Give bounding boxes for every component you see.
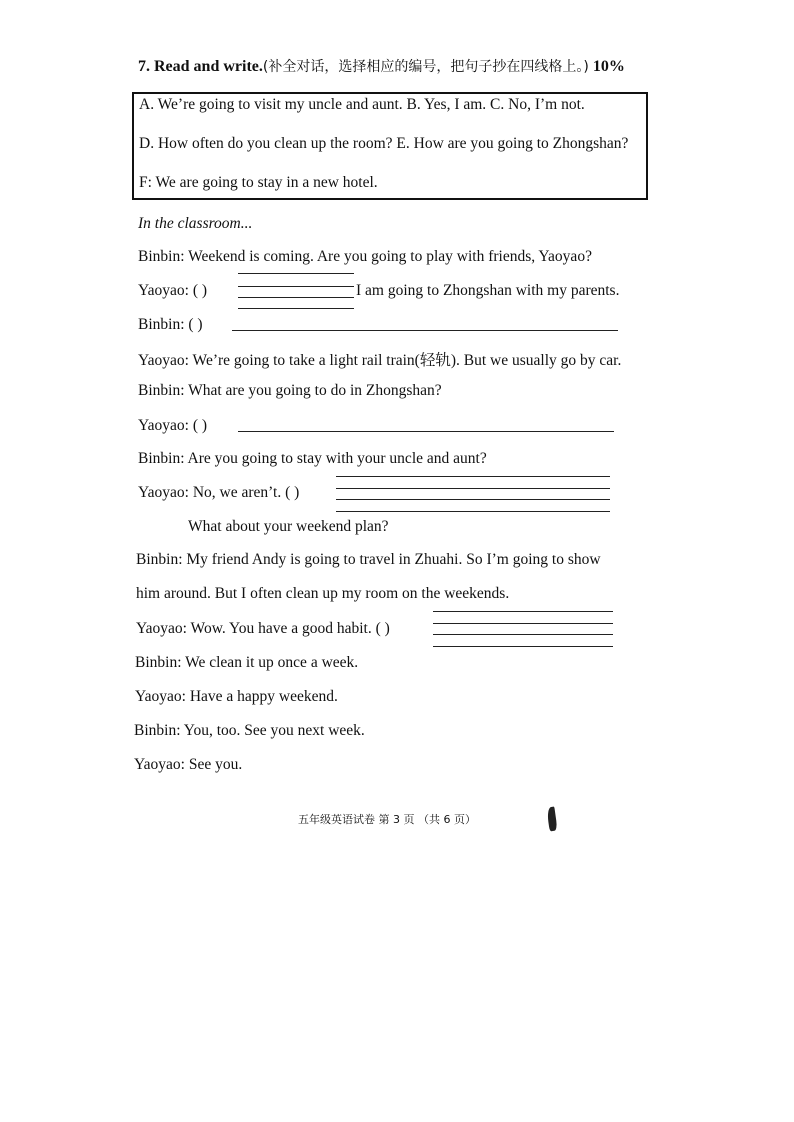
scene-label: In the classroom... xyxy=(138,215,253,232)
writing-rule xyxy=(336,511,610,512)
writing-rule xyxy=(336,476,610,477)
writing-rule xyxy=(238,286,354,287)
dialogue-line-16: Yaoyao: See you. xyxy=(134,756,243,773)
writing-rule xyxy=(433,646,613,647)
writing-rule xyxy=(336,488,610,489)
dialogue-line-4: Yaoyao: We’re going to take a light rail train(轻轨). But we usually go by car. xyxy=(138,352,622,369)
dialogue-line-5: Binbin: What are you going to do in Zhongshan? xyxy=(138,382,442,399)
options-box xyxy=(132,92,648,200)
question-instructions: (补全对话，选择相应的编号，把句子抄在四线格上。) xyxy=(262,59,589,75)
writing-rule xyxy=(238,308,354,309)
dialogue-line-3: Binbin: ( ) xyxy=(138,316,203,333)
dialogue-line-12: Yaoyao: Wow. You have a good habit. ( ) xyxy=(136,620,390,637)
writing-rule xyxy=(238,273,354,274)
dialogue-line-13: Binbin: We clean it up once a week. xyxy=(135,654,359,671)
dialogue-line-9: What about your weekend plan? xyxy=(188,518,389,535)
page-footer: 五年级英语试卷 第 3 页 （共 6 页） xyxy=(298,813,476,826)
answer-blank xyxy=(232,330,618,331)
dialogue-line-1: Binbin: Weekend is coming. Are you going to play with friends, Yaoyao? xyxy=(138,248,592,265)
writing-rule xyxy=(433,623,613,624)
dialogue-line-8: Yaoyao: No, we aren’t. ( ) xyxy=(138,484,300,501)
question-title xyxy=(138,56,625,76)
dialogue-line-2: Yaoyao: ( ) xyxy=(138,282,208,299)
question-title-en: 7. Read and write. xyxy=(138,58,263,75)
dialogue-line-2-continued: I am going to Zhongshan with my parents. xyxy=(356,282,620,299)
scan-mark xyxy=(546,807,557,832)
writing-rule xyxy=(238,297,354,298)
dialogue-line-15: Binbin: You, too. See you next week. xyxy=(134,722,365,739)
answer-blank xyxy=(238,431,614,432)
options-line-2: D. How often do you clean up the room? E. How are you going to Zhongshan? xyxy=(139,135,629,152)
question-score: 10% xyxy=(588,58,625,75)
dialogue-line-10: Binbin: My friend Andy is going to travel in Zhuahi. So I’m going to show xyxy=(136,551,601,568)
dialogue-line-7: Binbin: Are you going to stay with your uncle and aunt? xyxy=(138,450,487,467)
dialogue-line-14: Yaoyao: Have a happy weekend. xyxy=(135,688,338,705)
dialogue-line-6: Yaoyao: ( ) xyxy=(138,417,208,434)
options-line-1: A. We’re going to visit my uncle and aunt. B. Yes, I am. C. No, I’m not. xyxy=(139,96,585,113)
writing-rule xyxy=(336,499,610,500)
writing-rule xyxy=(433,634,613,635)
dialogue-line-11: him around. But I often clean up my room on the weekends. xyxy=(136,585,510,602)
writing-rule xyxy=(433,611,613,612)
options-line-3: F: We are going to stay in a new hotel. xyxy=(139,174,378,191)
